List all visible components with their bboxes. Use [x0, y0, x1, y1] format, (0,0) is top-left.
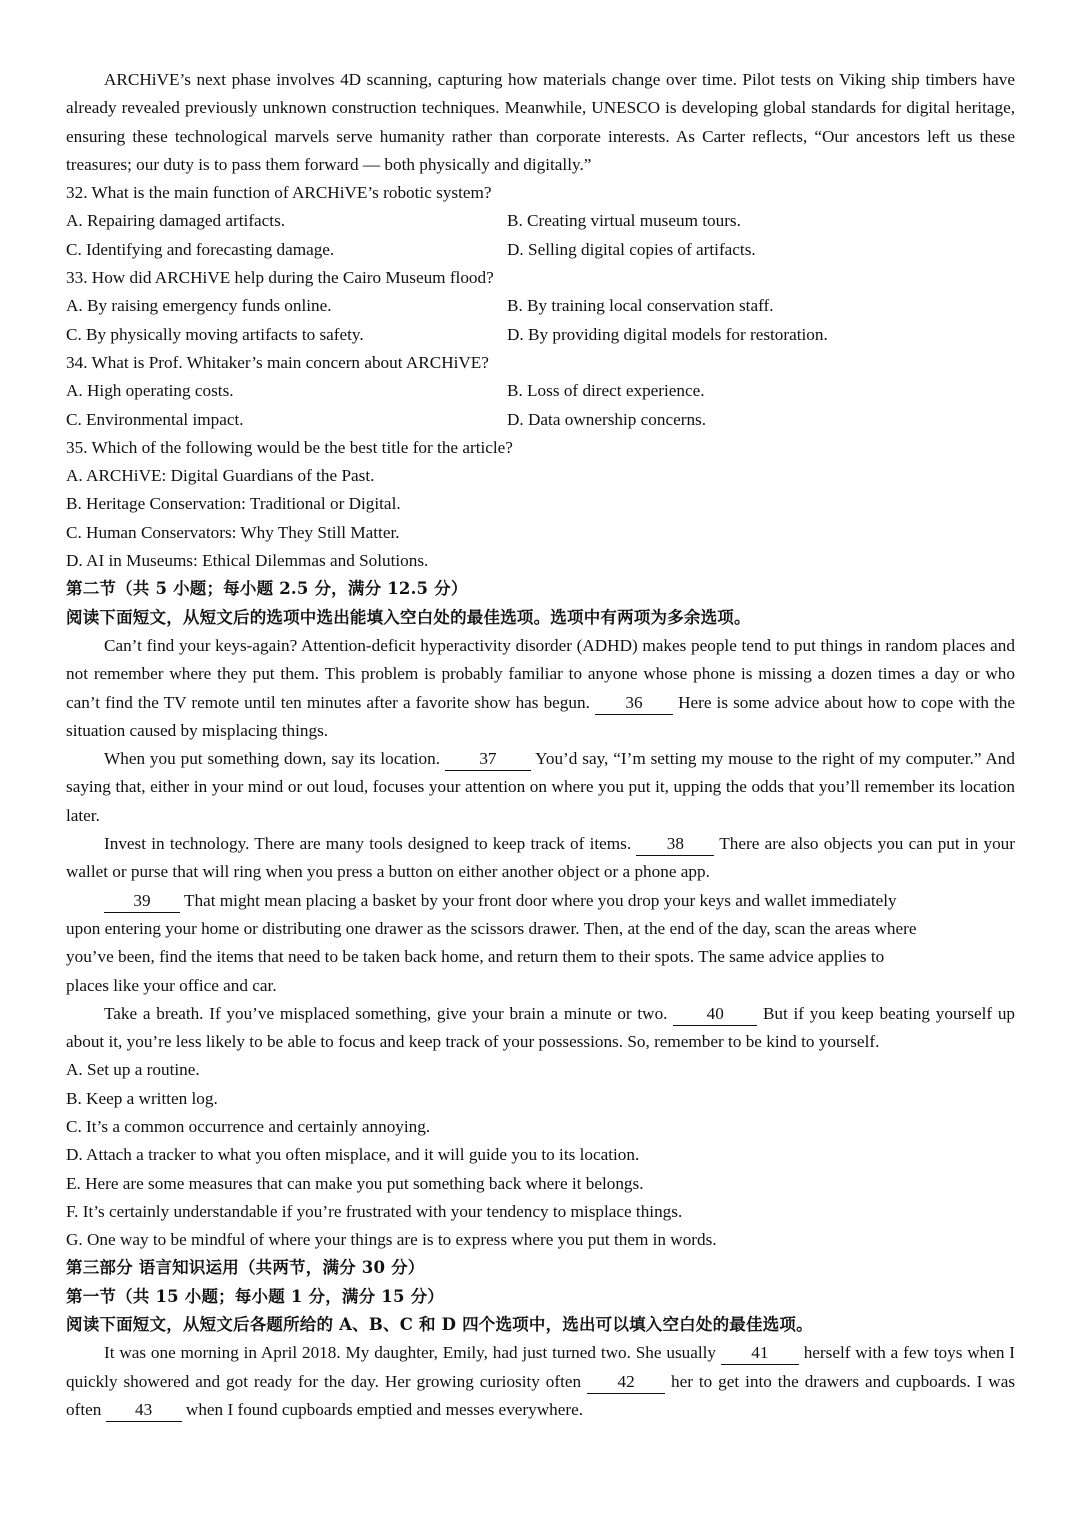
- blank-40: 40: [673, 1003, 757, 1026]
- cloze-paragraph: When you put something down, say its location. 37 You’d say, “I’m setting my mouse to the right of my computer.” And saying that, either in your mind or out loud, focuses your attention on where you put it, upping the odds that you’ll remember its location later.: [66, 749, 1015, 825]
- option-c: C. It’s a common occurrence and certainly annoying.: [66, 1116, 431, 1136]
- question-32: [66, 179, 1015, 264]
- option-c: C. Human Conservators: Why They Still Matter.: [66, 522, 400, 542]
- exam-page: [66, 66, 1015, 1424]
- blank-42: 42: [587, 1371, 665, 1394]
- cloze-paragraph: It was one morning in April 2018. My daughter, Emily, had just turned two. She usually 41 herself with a few toys when I quickly showered and got ready for the day. Her growing curiosity often 42 her to get into the drawers and cupboards. I was often 43 when I found cupboards emptied and messes everywhere.: [66, 1339, 1015, 1424]
- blank-39: 39: [104, 890, 180, 913]
- option-c: C. Environmental impact.: [66, 409, 244, 429]
- blank-37: 37: [445, 748, 531, 771]
- option-f: F. It’s certainly understandable if you’re frustrated with your tendency to misplace things.: [66, 1201, 683, 1221]
- part-heading: 第三部分 语言知识运用（共两节，满分 30 分）: [66, 1258, 425, 1278]
- cloze-paragraph: Can’t find your keys-again? Attention-deficit hyperactivity disorder (ADHD) makes people tend to put things in random places and not remember where they put them. This problem is probably familiar to anyone whose phone is missing a dozen times a day or who can’t find the TV remote until ten minutes after a favorite show has begun. 36 Here is some advice about how to cope with the situation caused by misplacing things.: [66, 635, 1016, 740]
- question-stem: 35. Which of the following would be the best title for the article?: [66, 437, 513, 457]
- section-instruction: 阅读下面短文，从短文后的选项中选出能填入空白处的最佳选项。选项中有两项为多余选项。: [66, 607, 751, 627]
- question-stem: 32. What is the main function of ARCHiVE’s robotic system?: [66, 183, 492, 203]
- option-c: C. Identifying and forecasting damage.: [66, 239, 335, 259]
- option-b: B. Creating virtual museum tours.: [507, 211, 741, 231]
- option-b: B. Keep a written log.: [66, 1088, 218, 1108]
- option-b: B. By training local conservation staff.: [507, 296, 774, 316]
- question-stem: 34. What is Prof. Whitaker’s main concern about ARCHiVE?: [66, 352, 489, 372]
- option-b: B. Loss of direct experience.: [507, 381, 705, 401]
- option-a: A. High operating costs.: [66, 381, 234, 401]
- blank-41: 41: [721, 1342, 799, 1365]
- cloze-paragraph: 39 That might mean placing a basket by your front door where you drop your keys and wallet immediately upon entering your home or distributing one drawer as the scissors drawer. Then, at the end of the day, scan the areas where you’ve been, find the items that need to be taken back home, and return them to their spots. The same advice applies to places like your office and car.: [66, 890, 917, 995]
- options-list: [66, 1056, 1015, 1254]
- section-heading: 第一节（共 15 小题；每小题 1 分，满分 15 分）: [66, 1286, 444, 1306]
- question-35: [66, 434, 1015, 575]
- option-g: G. One way to be mindful of where your things are is to express where you put them in words.: [66, 1230, 717, 1250]
- blank-36: 36: [595, 692, 673, 715]
- option-a: A. Set up a routine.: [66, 1060, 200, 1080]
- option-c: C. By physically moving artifacts to safety.: [66, 324, 364, 344]
- option-d: D. Selling digital copies of artifacts.: [507, 239, 756, 259]
- section-instruction: 阅读下面短文，从短文后各题所给的 A、B、C 和 D 四个选项中，选出可以填入空白处的最佳选项。: [66, 1315, 813, 1335]
- passage-paragraph: ARCHiVE’s next phase involves 4D scanning, capturing how materials change over time. Pilot tests on Viking ship timbers have already revealed previously unknown construction techniques. Meanwhile, UNESCO is developing global standards for digital heritage, ensuring these technological marvels serve humanity rather than corporate interests. As Carter reflects, “Our ancestors left us these treasures; our duty is to pass them forward — both physically and digitally.”: [66, 70, 1015, 174]
- option-d: D. AI in Museums: Ethical Dilemmas and Solutions.: [66, 551, 429, 571]
- option-d: D. Attach a tracker to what you often misplace, and it will guide you to its location.: [66, 1145, 640, 1165]
- option-d: D. By providing digital models for restoration.: [507, 324, 828, 344]
- option-b: B. Heritage Conservation: Traditional or Digital.: [66, 494, 401, 514]
- question-34: [66, 349, 1015, 434]
- cloze-paragraph: Invest in technology. There are many tools designed to keep track of items. 38 There are also objects you can put in your wallet or purse that will ring when you press a button on either another object or a phone app.: [66, 834, 1015, 882]
- cloze-paragraph: Take a breath. If you’ve misplaced something, give your brain a minute or two. 40 But if you keep beating yourself up about it, you’re less likely to be able to focus and keep track of your possessions. So, remember to be kind to yourself.: [66, 1003, 1016, 1052]
- question-stem: 33. How did ARCHiVE help during the Cairo Museum flood?: [66, 268, 494, 288]
- option-a: A. By raising emergency funds online.: [66, 296, 332, 316]
- option-e: E. Here are some measures that can make you put something back where it belongs.: [66, 1173, 644, 1193]
- option-d: D. Data ownership concerns.: [507, 409, 707, 429]
- blank-38: 38: [636, 833, 714, 856]
- question-33: [66, 264, 1015, 349]
- section-heading: 第二节（共 5 小题；每小题 2.5 分，满分 12.5 分）: [66, 579, 468, 599]
- option-a: A. ARCHiVE: Digital Guardians of the Past.: [66, 466, 375, 486]
- option-a: A. Repairing damaged artifacts.: [66, 211, 286, 231]
- blank-43: 43: [106, 1399, 182, 1422]
